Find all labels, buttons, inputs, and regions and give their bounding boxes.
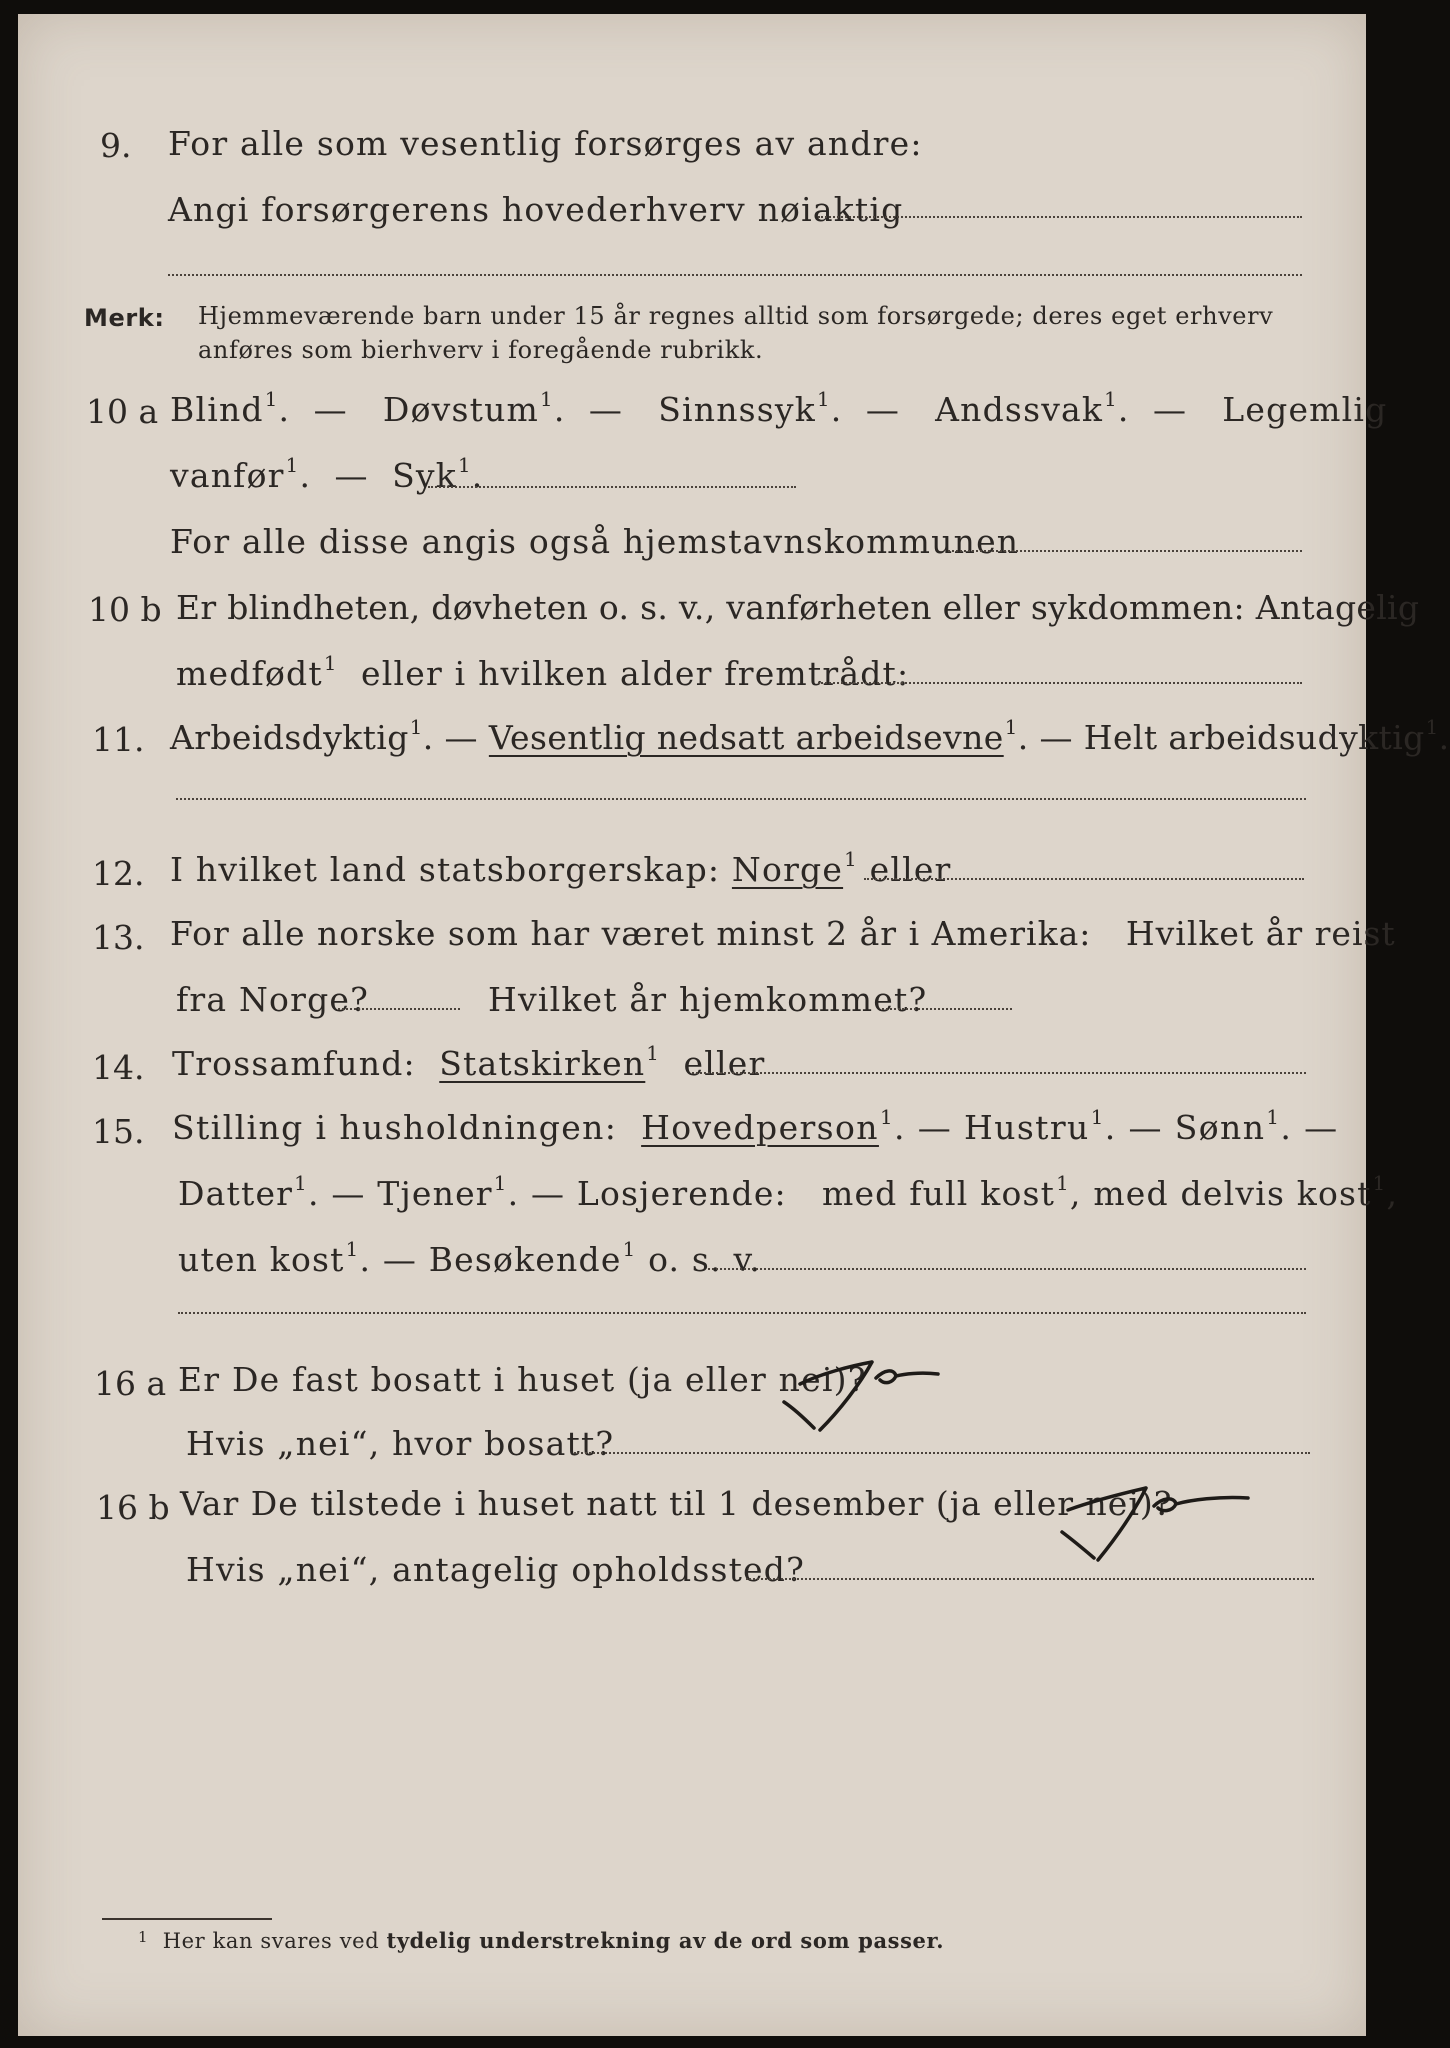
q9-answer-line-2 [168, 272, 1302, 276]
q13-hjem: Hvilket år hjemkommet? [488, 980, 928, 1019]
q13-hjem-line [882, 1006, 1012, 1010]
q16b-answer-line [746, 1576, 1314, 1580]
merk-label: Merk: [84, 304, 165, 332]
q10a-answer-line [428, 484, 796, 488]
q10a-hjemstavn-line [948, 548, 1302, 552]
q14-number: 14. [92, 1048, 145, 1087]
q15-answer-line-2 [178, 1310, 1306, 1314]
footnote-rule [102, 1918, 272, 1920]
q16b-line2: Hvis „nei“, antagelig opholdssted? [186, 1550, 805, 1589]
q14-answer-line [692, 1070, 1306, 1074]
q9-number: 9. [100, 126, 132, 165]
q16b-line1: Var De tilstede i huset natt til 1 desember (ja eller nei)? [180, 1484, 1173, 1523]
q14-line: Trossamfund: Statskirken$^1$ eller [172, 1042, 766, 1083]
q10b-line2: medfødt$^1$ eller i hvilken alder fremtrådt: [176, 652, 910, 693]
q10a-line1: Blind$^1$. — Døvstum$^1$. — Sinnssyk$^1$. — Andssvak$^1$. — Legemlig [170, 388, 1388, 429]
q9-answer-line [818, 214, 1302, 218]
q16a-number: 16 a [94, 1364, 167, 1403]
q11-line: Arbeidsdyktig$^1$. — Vesentlig nedsatt arbeidsevne$^1$. — Helt arbeidsudyktig$^1$. [170, 716, 1450, 757]
q9-line1: For alle som vesentlig forsørges av andre: [168, 124, 923, 163]
q10a-line2: vanfør$^1$. — Syk$^1$. [170, 454, 484, 495]
q10b-number: 10 b [88, 590, 162, 629]
q16a-answer-line [574, 1450, 1310, 1454]
q12-number: 12. [92, 854, 145, 893]
q13-line1: For alle norske som har været minst 2 år i Amerika: Hvilket år reist [170, 914, 1396, 953]
q12-line: I hvilket land statsborgerskap: Norge$^1$ eller [170, 848, 952, 889]
footnote: $^1$ Her kan svares ved tydelig understrekning av de ord som passer. [138, 1928, 945, 1953]
q15-number: 15. [92, 1112, 145, 1151]
q16b-handwritten-ja [1050, 1466, 1250, 1566]
merk-line2: anføres som bierhverv i foregående rubrikk. [198, 336, 764, 364]
q12-answer-line [864, 876, 1304, 880]
census-form-sheet [18, 14, 1450, 2036]
q9-line2: Angi forsørgerens hovederhverv nøiaktig [168, 190, 904, 229]
q15-line1: Stilling i husholdningen: Hovedperson$^1$. — Hustru$^1$. — Sønn$^1$. — [172, 1106, 1339, 1147]
q10b-answer-line [818, 680, 1302, 684]
q15-answer-line [708, 1266, 1306, 1270]
q10b-line1: Er blindheten, døvheten o. s. v., vanførheten eller sykdommen: Antagelig [176, 588, 1420, 627]
q13-number: 13. [92, 918, 145, 957]
q16a-line2: Hvis „nei“, hvor bosatt? [186, 1424, 615, 1463]
q16a-handwritten-ja [780, 1344, 940, 1436]
merk-line1: Hjemmeværende barn under 15 år regnes alltid som forsørgede; deres eget erhverv [198, 302, 1274, 330]
q13-fra-line [338, 1006, 460, 1010]
q16a-line1: Er De fast bosatt i huset (ja eller nei)? [178, 1360, 867, 1399]
q15-line3: uten kost$^1$. — Besøkende$^1$ o. s. v. [178, 1238, 762, 1279]
q11-number: 11. [92, 720, 145, 759]
q16b-number: 16 b [96, 1488, 170, 1527]
q10a-number: 10 a [86, 392, 159, 431]
q11-answer-line [176, 796, 1306, 800]
q13-fra: fra Norge? [176, 980, 370, 1019]
q10a-line3: For alle disse angis også hjemstavnskommunen [170, 522, 1020, 561]
q15-line2: Datter$^1$. — Tjener$^1$. — Losjerende: med full kost$^1$, med delvis kost$^1$, [178, 1172, 1399, 1213]
